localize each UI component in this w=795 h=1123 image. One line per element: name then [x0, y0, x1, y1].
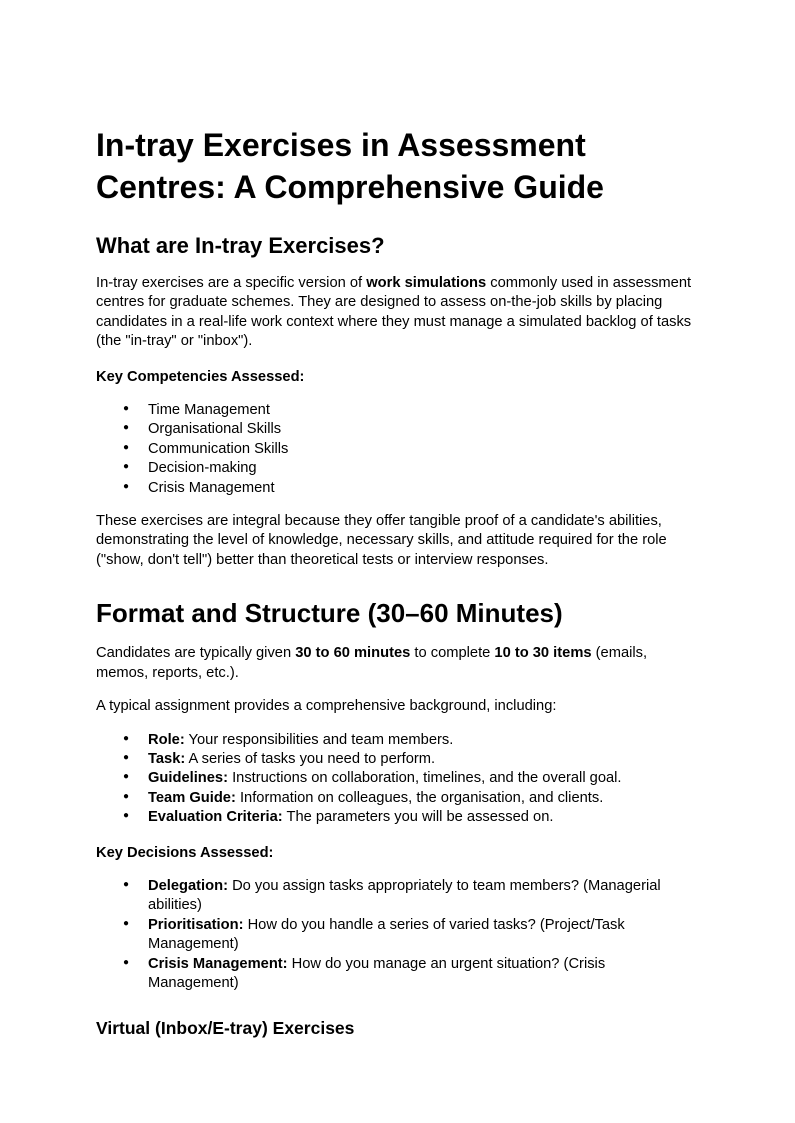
- paragraph-timing: Candidates are typically given 30 to 60 minutes to complete 10 to 30 items (emails, memos, reports, etc.).: [96, 645, 648, 681]
- list-item: ● Communication Skills: [148, 440, 699, 459]
- doc-title: In-tray Exercises in Assessment Centres: A Comprehensive Guide: [96, 127, 604, 205]
- list-item: ● Role: Your responsibilities and team members.: [148, 731, 699, 750]
- list-key-competencies: [96, 401, 699, 498]
- list-item: ● Decision-making: [148, 459, 699, 478]
- list-item: ● Team Guide: Information on colleagues, the organisation, and clients.: [148, 789, 699, 808]
- list-item: ● Guidelines: Instructions on collaboration, timelines, and the overall goal.: [148, 769, 699, 788]
- list-item: ● Crisis Management: How do you manage an urgent situation? (Crisis Management): [148, 955, 699, 994]
- list-key-decisions: [96, 877, 699, 993]
- list-item: ● Prioritisation: How do you handle a series of varied tasks? (Project/Task Management): [148, 916, 699, 955]
- list-item: ● Delegation: Do you assign tasks appropriately to team members? (Managerial abilities): [148, 877, 699, 916]
- list-item: ● Time Management: [148, 401, 699, 420]
- paragraph-intro: In-tray exercises are a specific version of work simulations commonly used in assessment centres for graduate schemes. They are designed to assess on-the-job skills by placing candidates in a real-life work context where they must manage a simulated backlog of tasks (the "in-tray" or "inbox").: [96, 275, 692, 350]
- list-item: ● Crisis Management: [148, 479, 699, 498]
- list-item: ● Task: A series of tasks you need to perform.: [148, 750, 699, 769]
- heading-format-and-structure: Format and Structure (30–60 Minutes): [96, 598, 563, 629]
- list-item: ● Evaluation Criteria: The parameters you will be assessed on.: [148, 808, 699, 827]
- paragraph-background-intro: A typical assignment provides a comprehensive background, including:: [96, 698, 557, 715]
- label-key-decisions: Key Decisions Assessed:: [96, 844, 274, 861]
- heading-virtual-exercises: Virtual (Inbox/E-tray) Exercises: [96, 1018, 355, 1039]
- paragraph-integral: These exercises are integral because they offer tangible proof of a candidate's abilities, demonstrating the level of knowledge, necessary skills, and attitude required for the role ("show, don't tell") better than theoretical tests or interview responses.: [96, 513, 667, 568]
- heading-what-are-in-tray-exercises: What are In-tray Exercises?: [96, 233, 385, 258]
- list-background-items: [96, 731, 699, 828]
- list-item: ● Organisational Skills: [148, 420, 699, 439]
- label-key-competencies: Key Competencies Assessed:: [96, 368, 305, 385]
